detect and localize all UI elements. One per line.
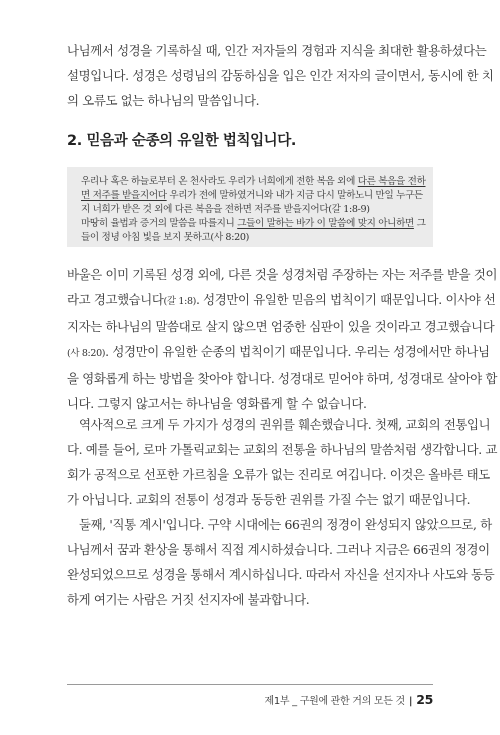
scripture-reference: (사 8:20) xyxy=(67,348,106,359)
quote-text: 우리나 혹은 하늘로부터 온 천사라도 우리가 너희에게 전한 복음 외에 xyxy=(81,176,358,187)
quote-underlined-text: 면 저주를 받을지어다 xyxy=(81,190,167,201)
text-span: 라고 경고했습니다 xyxy=(67,292,164,307)
text-line: 역사적으로 크게 두 가지가 성경의 권위를 훼손했습니다. 첫째, 교회의 전통입니 xyxy=(79,417,491,432)
text-line: 지자는 하나님의 말씀대로 살지 않으면 엄중한 심판이 있을 것이라고 경고했습니다 xyxy=(67,319,495,334)
quote-text: 그 xyxy=(413,218,426,229)
text-line xyxy=(67,339,490,366)
text-line: 하게 여기는 사람은 거짓 선지자에 불과합니다. xyxy=(67,592,310,607)
footer-separator: | xyxy=(408,696,413,707)
text-line: 회가 공적으로 선포한 가르침을 오류가 없는 진리로 여깁니다. 이것은 올바른 태도 xyxy=(67,467,490,482)
text-line: 바울은 이미 기록된 성경 외에, 다른 것을 성경처럼 주장하는 자는 저주를 받을 것이 xyxy=(67,267,498,282)
text-line: 완성되었으므로 성경을 통해서 계시하십니다. 따라서 자신을 선지자나 사도와 동등 xyxy=(67,567,495,582)
scripture-reference: (갈 1:8) xyxy=(163,296,196,307)
text-line: 을 영화롭게 하는 방법을 찾아야 합니다. 성경대로 믿어야 하며, 성경대로 살아야 합 xyxy=(67,371,498,386)
text-line xyxy=(67,287,496,314)
body-paragraph-3 xyxy=(67,512,495,612)
text-line: 가 아닙니다. 교회의 전통이 성경과 동등한 권위를 가질 수는 없기 때문입니다. xyxy=(67,492,471,507)
quote-line xyxy=(81,189,421,203)
text-line: 둘째, '직통 계시'입니다. 구약 시대에는 66권의 정경이 완성되지 않았으므로, 하 xyxy=(79,517,492,532)
quote-underlined-text: 다른 복음을 전하 xyxy=(357,176,426,187)
quote-text: 우리가 전에 말하였거니와 내가 지금 다시 말하노니 만일 누구든 xyxy=(166,190,423,201)
running-section-title: 제1부 _ 구원에 관한 거의 모든 것 xyxy=(264,696,405,707)
text-span: . 성경만이 유일한 믿음의 법칙이기 때문입니다. 이사야 선 xyxy=(196,292,496,307)
text-span: . 성경만이 유일한 순종의 법칙이기 때문입니다. 우리는 성경에서만 하나님 xyxy=(105,344,490,359)
quote-line xyxy=(81,175,426,189)
section-heading: 2. 믿음과 순종의 유일한 법칙입니다. xyxy=(67,133,296,149)
quote-text: 마땅히 율법과 증거의 말씀을 따를지니 xyxy=(81,218,238,229)
text-line: 다. 예를 들어, 로마 가톨릭교회는 교회의 전통을 하나님의 말씀처럼 생각합니다. 교 xyxy=(67,442,498,457)
page-number: 25 xyxy=(416,692,433,707)
quote-line: 지 너희가 받은 것 외에 다른 복음을 전하면 저주를 받을지어다(갈 1:8-9) xyxy=(81,204,370,215)
quote-line: 들이 정녕 아침 빛을 보지 못하고(사 8:20) xyxy=(81,232,249,243)
scripture-quote-box xyxy=(67,167,433,247)
body-paragraph-2 xyxy=(67,412,498,512)
page-footer xyxy=(264,692,433,707)
intro-paragraph xyxy=(67,38,494,113)
text-line: 의 오류도 없는 하나님의 말씀입니다. xyxy=(67,93,260,108)
quote-line xyxy=(81,217,426,231)
body-paragraph-1 xyxy=(67,262,498,416)
text-line: 나님께서 성경을 기록하실 때, 인간 저자들의 경험과 지식을 최대한 활용하셨다는 xyxy=(67,43,487,58)
footer-divider xyxy=(67,684,433,685)
text-line: 니다. 그렇지 않고서는 하나님을 영화롭게 할 수 없습니다. xyxy=(67,396,367,411)
text-line: 설명입니다. 성경은 성령님의 감동하심을 입은 인간 저자의 글이면서, 동시에 한 치 xyxy=(67,68,494,83)
text-line: 나님께서 꿈과 환상을 통해서 직접 계시하셨습니다. 그러나 지금은 66권의 정경이 xyxy=(67,542,490,557)
quote-underlined-text: 그들이 말하는 바가 이 말씀에 맞지 아니하면 xyxy=(237,218,414,229)
